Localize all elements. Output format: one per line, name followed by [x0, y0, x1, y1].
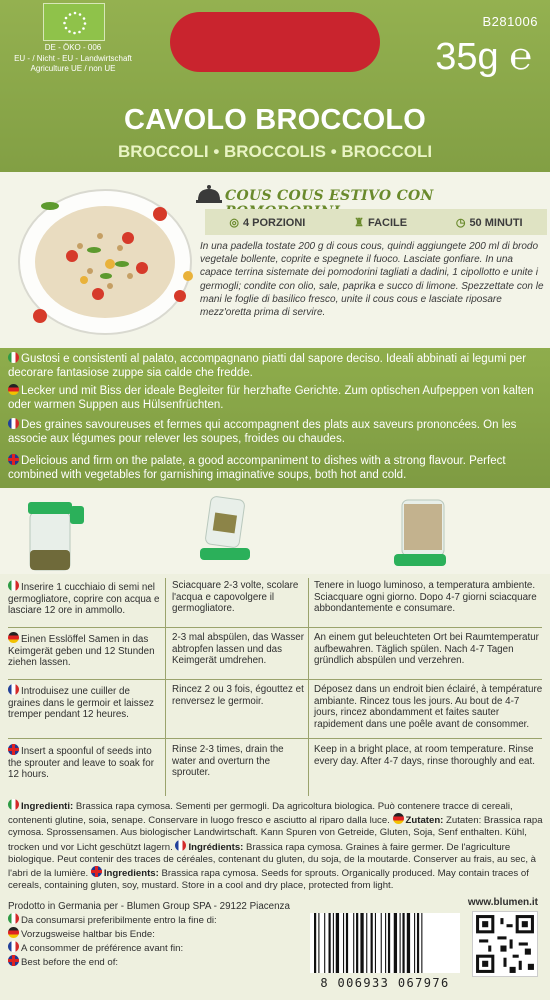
step-fr-1 — [8, 684, 163, 721]
description-fr — [8, 418, 544, 446]
barcode-bar — [324, 913, 325, 973]
sprouter-rinse-image — [190, 494, 260, 574]
description-text: Des graines savoureuses et fermes qui accompagnent des plats aux saveurs prononcées. On les associe aux légumes pour relever les soupes, froides ou chaudes. — [8, 419, 517, 445]
barcode-bar — [400, 913, 401, 973]
barcode-bar — [394, 913, 397, 973]
barcode-bar — [385, 913, 386, 973]
step-de-3: An einem gut beleuchteten Ort bei Raumtemperatur aufbewahren. Täglich spülen. Nach 4-7 Tagen gründlich abspülen und verzehren. — [314, 632, 539, 666]
best-before-it — [8, 913, 217, 927]
barcode — [310, 913, 460, 973]
description-en — [8, 454, 544, 482]
step-en-3: Keep in a bright place, at room temperature. Rinse every day. After 4-7 days, rinse thoroughly and eat. — [314, 744, 535, 767]
product-title: CAVOLO BROCCOLO — [123, 104, 427, 136]
uk-flag-icon — [8, 744, 19, 755]
cous-cous-plate-image — [10, 176, 200, 342]
net-weight: 35g ℮ — [435, 36, 532, 78]
ingredients-text: Brassica rapa cymosa. Seeds for sprouts. Organically produced. May contain traces of cereals, containing gluten, soy, mustard. Store in a cool and dry place, protected from light. — [8, 868, 529, 892]
difficulty-info — [354, 216, 407, 229]
ingredients-block — [8, 799, 544, 892]
clock-icon: ◷ — [455, 216, 466, 229]
step-de-1 — [8, 632, 163, 669]
best-before-de — [8, 927, 217, 941]
description-it — [8, 352, 544, 380]
website-url[interactable]: www.blumen.it — [467, 897, 538, 908]
step-text: Einen Esslöffel Samen in das Keimgerät geben und 12 Stunden ziehen lassen. — [8, 634, 155, 668]
france-flag-icon — [8, 418, 19, 429]
step-en-1 — [8, 744, 163, 781]
barcode-bar — [333, 913, 334, 973]
ingredients-text: Zutaten: Brassica rapa cymosa. Sprossensamen. Aus biologischer Landwirtschaft. Kann Spuren von Getreide, Gluten, Soja, Senf enthalten. Kühl, trocken und vor Licht geschützt lagern. — [8, 815, 543, 853]
barcode-bar — [366, 913, 367, 973]
step-de-2: 2-3 mal abspülen, das Wasser abtropfen lassen und das Keimgerät umdrehen. — [172, 632, 304, 666]
france-flag-icon — [175, 840, 186, 851]
description-de — [8, 384, 544, 412]
product-subtitle: BROCCOLI • BROCCOLIS • BROCCOLI — [117, 142, 433, 161]
best-before-block — [8, 913, 217, 969]
best-before-text: A consommer de préférence avant fin: — [21, 943, 184, 954]
ingredients-label: Ingredienti: — [21, 801, 74, 812]
portions-label: 4 PORZIONI — [242, 216, 306, 229]
ingredients-label: Zutaten: — [405, 815, 444, 827]
barcode-bar — [388, 913, 390, 973]
time-label: 50 MINUTI — [469, 216, 523, 229]
description-text: Delicious and firm on the palate, a good accompaniment to dishes with a strong flavour. Perfect combined with vegetables for garnishing imaginative soups, both hot and cold. — [8, 455, 506, 481]
barcode-bar — [353, 913, 354, 973]
barcode-bar — [414, 913, 415, 973]
best-before-fr — [8, 941, 217, 955]
portions-info — [229, 216, 305, 229]
france-flag-icon — [8, 684, 19, 695]
italy-flag-icon — [8, 352, 19, 363]
product-code: B281006 — [482, 14, 538, 29]
grid-divider — [308, 578, 309, 796]
barcode-bar — [421, 913, 422, 973]
cert-line: EU - / Nicht - EU - Landwirtschaft — [14, 53, 132, 63]
brand-red-bar — [170, 12, 380, 72]
grid-divider — [8, 738, 542, 739]
time-info — [456, 216, 523, 229]
italy-flag-icon — [8, 913, 19, 924]
barcode-bar — [318, 913, 319, 973]
difficulty-label: FACILE — [367, 216, 408, 229]
cloche-icon — [195, 180, 223, 208]
grid-divider — [8, 679, 542, 680]
barcode-bar — [375, 913, 376, 973]
grid-divider — [165, 578, 166, 796]
step-it-2: Sciacquare 2-3 volte, scolare l'acqua e capovolgere il germogliatore. — [172, 580, 299, 614]
recipe-meta-bar — [205, 209, 547, 235]
barcode-bar — [336, 913, 339, 973]
barcode-bar — [360, 913, 363, 973]
uk-flag-icon — [91, 866, 102, 877]
organic-certification — [3, 43, 143, 75]
uk-flag-icon — [8, 955, 19, 966]
germany-flag-icon — [8, 384, 19, 395]
portions-icon: ◎ — [229, 216, 239, 229]
ingredients-label: Ingredients: — [103, 868, 159, 880]
qr-code[interactable] — [472, 911, 538, 977]
france-flag-icon — [8, 941, 19, 952]
best-before-text: Da consumarsi preferibilmente entro la fine di: — [21, 915, 217, 926]
cert-line: DE - ÖKO - 006 — [44, 43, 102, 52]
step-text: Inserire 1 cucchiaio di semi nel germogliatore, coprire con acqua e lasciare 12 ore in ammollo. — [8, 582, 160, 616]
italy-flag-icon — [8, 580, 19, 591]
barcode-bar — [381, 913, 382, 973]
best-before-en — [8, 955, 217, 969]
ingredients-label: Ingrédients: — [188, 841, 244, 853]
barcode-bar — [314, 913, 316, 973]
made-in-line: Prodotto in Germania per - Blumen Group SPA - 29122 Piacenza — [8, 901, 290, 912]
step-text: Introduisez une cuiller de graines dans le germoir et laissez tremper pendant 12 heures. — [8, 686, 154, 720]
barcode-bar — [329, 913, 331, 973]
barcode-bar — [417, 913, 419, 973]
description-text: Lecker und mit Biss der ideale Begleiter für herzhafte Gerichte. Zum optischen Aufpeppen von kalten oder warmen Suppen aus Hülsenfrüchten. — [8, 385, 534, 411]
barcode-bar — [343, 913, 344, 973]
grid-divider — [8, 627, 542, 628]
eu-organic-leaf-icon — [61, 10, 89, 36]
italy-flag-icon — [8, 799, 19, 810]
step-it-3: Tenere in luogo luminoso, a temperatura ambiente. Sciacquare ogni giorno. Dopo 4-7 giorni sciacquare abbondantemente e consumare. — [314, 580, 537, 614]
chef-hat-icon: ♜ — [354, 216, 364, 229]
step-it-1 — [8, 580, 163, 617]
barcode-bar — [346, 913, 348, 973]
best-before-text: Best before the end of: — [21, 957, 119, 968]
barcode-bar — [407, 913, 410, 973]
barcode-bar — [371, 913, 373, 973]
germany-flag-icon — [8, 927, 19, 938]
recipe-instructions: In una padella tostate 200 g di cous cous, quindi aggiungete 200 ml di brodo vegetale bollente, coprite e spegnete il fuoco. Lasciate gonfiare. In una capace terrina sistemate dei pomodorini tagliati a dadini, 1 cipollotto e unite i germogli; condite con olio, sale, paprika e succo di limone. Spezzettate con le mani le foglie di basilico fresco, unite il cous cous e lasciate riposare mezz'oretta prima di servire. — [200, 241, 544, 319]
step-fr-3: Déposez dans un endroit bien éclairé, à température ambiante. Rincez tous les jours. Au bout de 4-7 jours, rincez abondamment et faites sauter rapidement dans une poêle avant de consommer. — [314, 684, 543, 730]
step-en-2: Rinse 2-3 times, drain the water and overturn the sprouter. — [172, 744, 284, 778]
germany-flag-icon — [8, 632, 19, 643]
barcode-bar — [356, 913, 358, 973]
ingredients-text: Brassica rapa cymosa. Sementi per germogli. Da agricoltura biologica. Può contenere tracce di cereali, contenenti glutine, soia, senape. Conservare in luogo fresco e asciutto al riparo dalla luce. — [8, 801, 513, 827]
barcode-number: 8 006933 067976 — [320, 976, 450, 990]
germany-flag-icon — [393, 813, 404, 824]
best-before-text: Vorzugsweise haltbar bis Ende: — [21, 929, 155, 940]
sprouter-soak-image — [20, 494, 90, 574]
cert-line: Agriculture UE / non UE — [30, 64, 116, 73]
description-text: Gustosi e consistenti al palato, accompagnano piatti dal sapore deciso. Ideali abbinati ai legumi per decorare fantasiose zuppe sia calde che fredde. — [8, 353, 527, 379]
recipe-title: COUS COUS ESTIVO CON — [225, 188, 434, 204]
step-text: Insert a spoonful of seeds into the sprouter and leave to soak for 12 hours. — [8, 746, 154, 780]
ingredients-text: Brassica rapa cymosa. Graines à faire germer. De l'agriculture biologique. Peut contenir des traces de céréales, contenant du gluten, du soja, de la moutarde. Conserver au frais, au sec, à l'abri de la lumière. — [8, 841, 536, 880]
sprouter-grown-image — [388, 494, 458, 574]
uk-flag-icon — [8, 454, 19, 465]
step-fr-2: Rincez 2 ou 3 fois, égouttez et renversez le germoir. — [172, 684, 304, 707]
barcode-bar — [402, 913, 404, 973]
eu-organic-logo — [43, 3, 105, 41]
